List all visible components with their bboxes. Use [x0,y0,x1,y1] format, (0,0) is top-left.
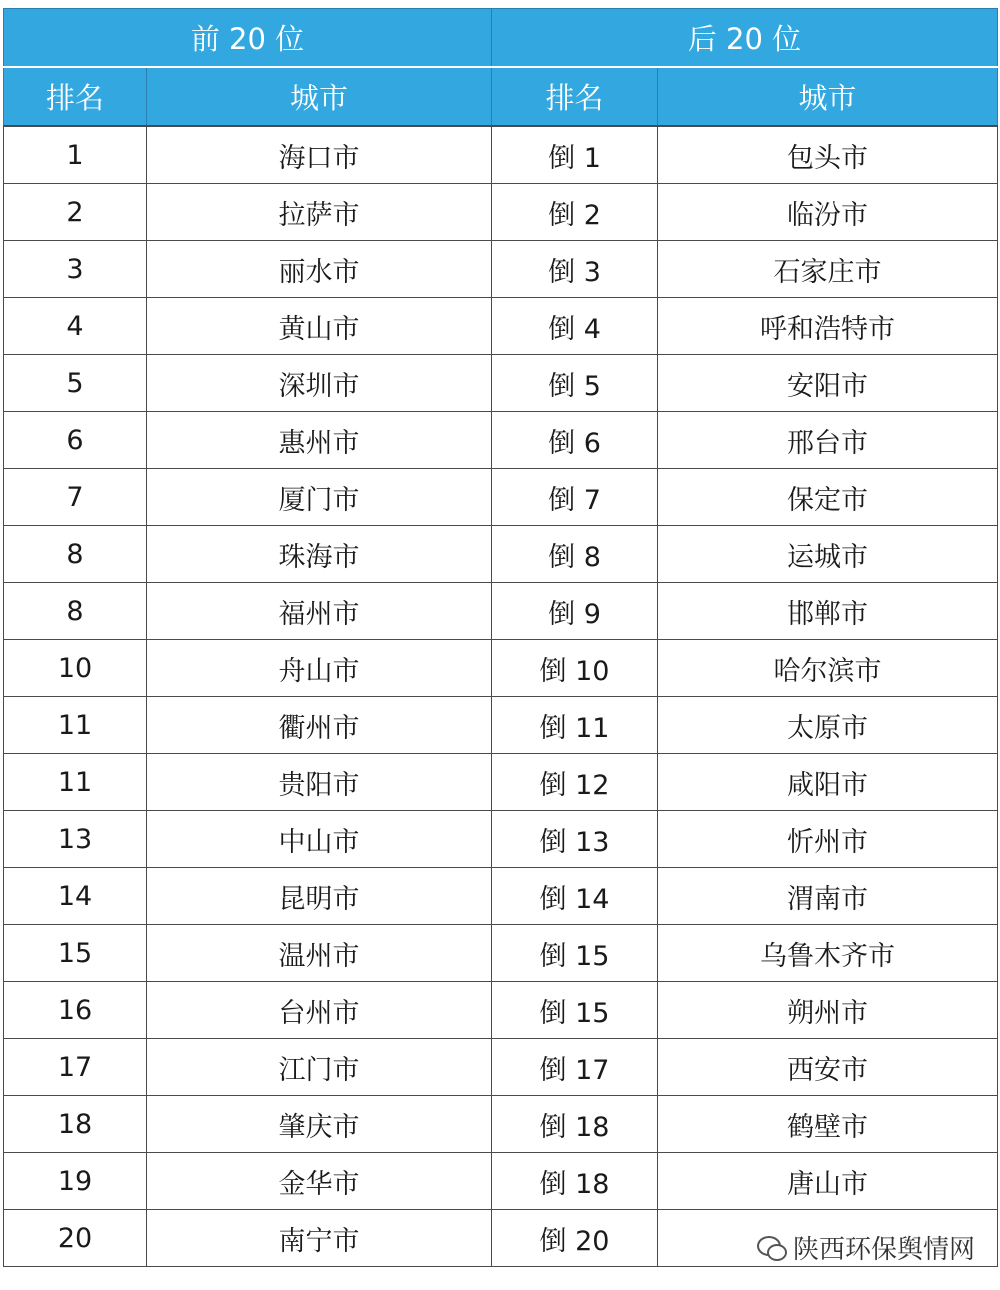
rank-top-cell: 8 [4,526,147,583]
city-top-cell: 惠州市 [147,412,492,469]
city-bottom-cell: 保定市 [658,469,998,526]
wechat-icon [757,1232,787,1262]
rank-bottom-cell: 倒 8 [492,526,658,583]
table-row [4,583,998,640]
rank-bottom-cell: 倒 18 [492,1153,658,1210]
table-row [4,754,998,811]
table-row [4,925,998,982]
rank-bottom-cell: 倒 5 [492,355,658,412]
rank-top-cell: 11 [4,754,147,811]
table-row [4,640,998,697]
city-top-cell: 海口市 [147,126,492,184]
rank-top-cell: 18 [4,1096,147,1153]
rank-bottom-cell: 倒 9 [492,583,658,640]
rank-bottom-cell: 倒 18 [492,1096,658,1153]
watermark [757,1228,975,1266]
rank-bottom-cell: 倒 3 [492,241,658,298]
rank-bottom-cell: 倒 7 [492,469,658,526]
table-row [4,126,998,184]
group-header-bottom20: 后 20 位 [492,9,998,68]
table-row [4,982,998,1039]
city-ranking-table [3,8,998,1267]
table-row [4,811,998,868]
city-top-cell: 深圳市 [147,355,492,412]
city-top-cell: 台州市 [147,982,492,1039]
city-top-cell: 丽水市 [147,241,492,298]
city-top-cell: 肇庆市 [147,1096,492,1153]
city-bottom-cell: 石家庄市 [658,241,998,298]
column-header-city-bottom: 城市 [658,67,998,126]
city-bottom-cell: 哈尔滨市 [658,640,998,697]
city-top-cell: 中山市 [147,811,492,868]
city-top-cell: 珠海市 [147,526,492,583]
rank-top-cell: 2 [4,184,147,241]
rank-bottom-cell: 倒 10 [492,640,658,697]
rank-top-cell: 16 [4,982,147,1039]
rank-bottom-cell: 倒 6 [492,412,658,469]
table-row [4,526,998,583]
table-body [4,126,998,1267]
city-top-cell: 江门市 [147,1039,492,1096]
rank-top-cell: 6 [4,412,147,469]
city-bottom-cell: 朔州市 [658,982,998,1039]
city-top-cell: 贵阳市 [147,754,492,811]
city-bottom-cell: 运城市 [658,526,998,583]
rank-top-cell: 13 [4,811,147,868]
rank-bottom-cell: 倒 14 [492,868,658,925]
city-top-cell: 黄山市 [147,298,492,355]
group-header-top20: 前 20 位 [4,9,492,68]
table-row [4,298,998,355]
city-bottom-cell: 西安市 [658,1039,998,1096]
rank-top-cell: 20 [4,1210,147,1267]
rank-bottom-cell: 倒 12 [492,754,658,811]
column-header-city-top: 城市 [147,67,492,126]
table-row [4,1096,998,1153]
rank-top-cell: 4 [4,298,147,355]
rank-bottom-cell: 倒 13 [492,811,658,868]
rank-top-cell: 15 [4,925,147,982]
city-bottom-cell: 鹤壁市 [658,1096,998,1153]
table-row [4,412,998,469]
table-row [4,697,998,754]
watermark-text: 陕西环保舆情网 [793,1229,975,1266]
column-header-rank-top: 排名 [4,67,147,126]
city-bottom-cell: 唐山市 [658,1153,998,1210]
city-bottom-cell: 临汾市 [658,184,998,241]
rank-top-cell: 14 [4,868,147,925]
column-header-row [4,67,998,126]
city-bottom-cell: 包头市 [658,126,998,184]
rank-top-cell: 3 [4,241,147,298]
city-bottom-cell: 太原市 [658,697,998,754]
column-header-rank-bottom: 排名 [492,67,658,126]
city-bottom-cell: 呼和浩特市 [658,298,998,355]
rank-top-cell: 11 [4,697,147,754]
city-bottom-cell: 乌鲁木齐市 [658,925,998,982]
rank-top-cell: 5 [4,355,147,412]
city-bottom-cell: 邯郸市 [658,583,998,640]
city-bottom-cell: 安阳市 [658,355,998,412]
table-row [4,868,998,925]
rank-bottom-cell: 倒 1 [492,126,658,184]
city-bottom-cell: 忻州市 [658,811,998,868]
city-top-cell: 舟山市 [147,640,492,697]
rank-bottom-cell: 倒 2 [492,184,658,241]
city-top-cell: 厦门市 [147,469,492,526]
table-row [4,355,998,412]
city-top-cell: 南宁市 [147,1210,492,1267]
table-row [4,1153,998,1210]
city-top-cell: 福州市 [147,583,492,640]
rank-top-cell: 17 [4,1039,147,1096]
table-row [4,1039,998,1096]
rank-top-cell: 19 [4,1153,147,1210]
rank-bottom-cell: 倒 17 [492,1039,658,1096]
rank-bottom-cell: 倒 15 [492,982,658,1039]
ranking-table-container [3,8,997,1267]
table-row [4,184,998,241]
city-top-cell: 昆明市 [147,868,492,925]
rank-bottom-cell: 倒 11 [492,697,658,754]
rank-bottom-cell: 倒 15 [492,925,658,982]
city-bottom-cell: 邢台市 [658,412,998,469]
rank-top-cell: 7 [4,469,147,526]
city-top-cell: 金华市 [147,1153,492,1210]
rank-bottom-cell: 倒 4 [492,298,658,355]
rank-bottom-cell: 倒 20 [492,1210,658,1267]
city-top-cell: 衢州市 [147,697,492,754]
table-row [4,469,998,526]
group-header-row [4,9,998,68]
city-bottom-cell: 咸阳市 [658,754,998,811]
table-row [4,241,998,298]
city-top-cell: 拉萨市 [147,184,492,241]
rank-top-cell: 10 [4,640,147,697]
city-bottom-cell: 渭南市 [658,868,998,925]
city-top-cell: 温州市 [147,925,492,982]
rank-top-cell: 1 [4,126,147,184]
rank-top-cell: 8 [4,583,147,640]
